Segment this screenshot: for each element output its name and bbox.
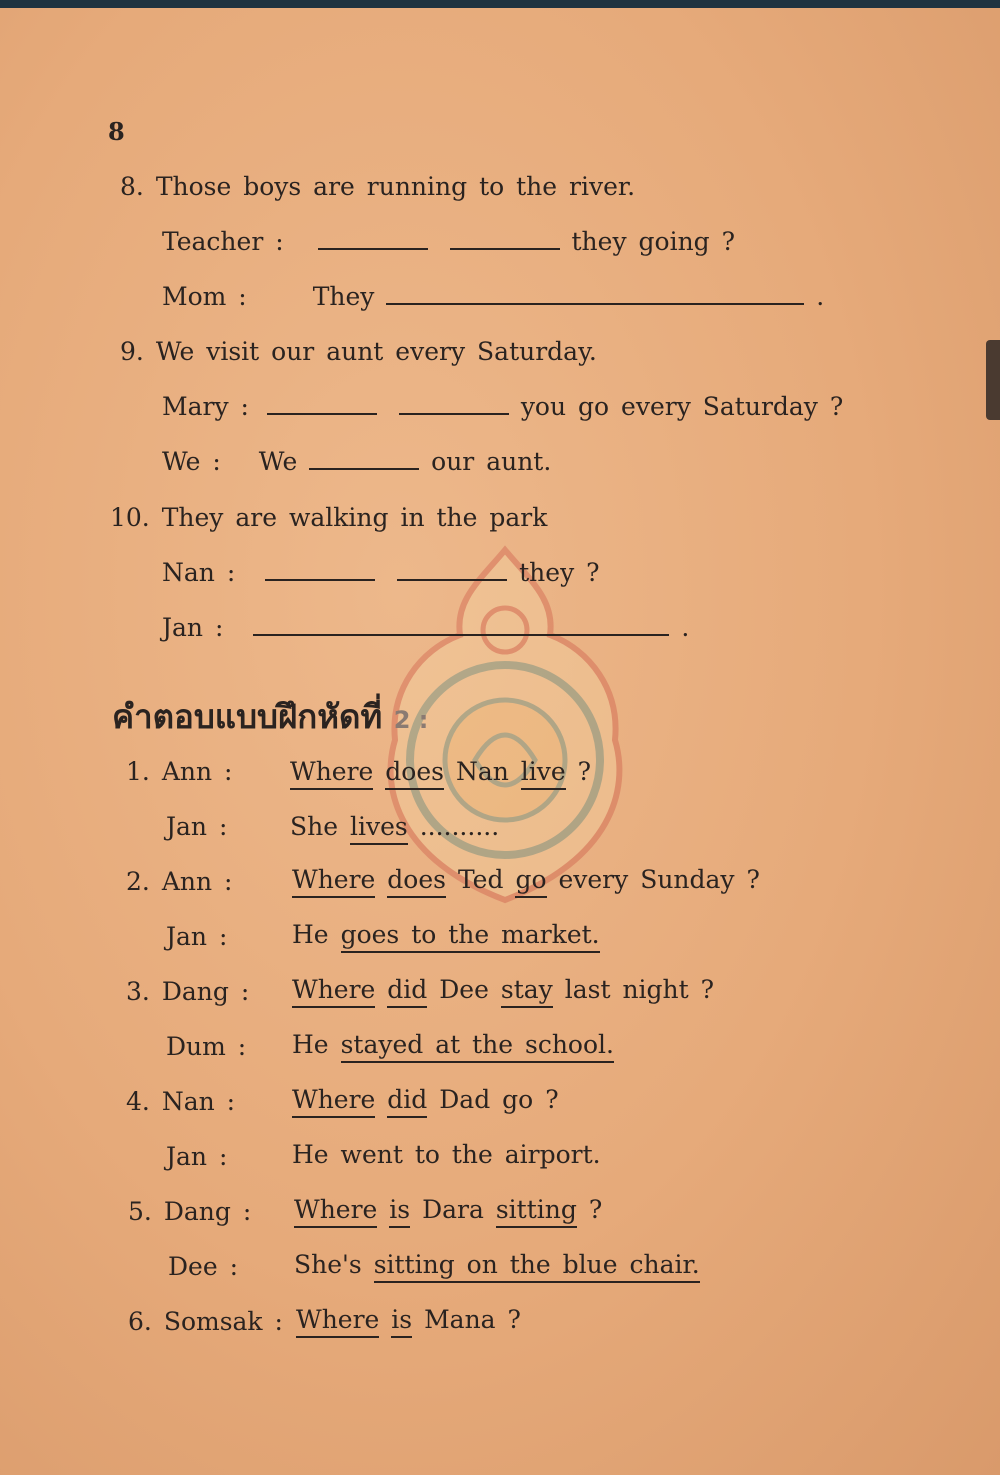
exercise-10-sentence (110, 503, 547, 532)
answer-2-reply-speaker: Jan : (166, 922, 228, 951)
exercise-10-q-speaker: Nan : (162, 558, 236, 587)
main-verb: live (521, 757, 566, 790)
exercise-10-answer (162, 613, 689, 642)
answer-5-question-line (128, 1197, 251, 1226)
helping-verb: is (391, 1305, 412, 1338)
question-end: ? (588, 1195, 603, 1224)
main-verb: go (515, 865, 546, 898)
answer-5-question (294, 1195, 602, 1224)
helping-verb: did (387, 1085, 427, 1118)
question-word: Where (290, 757, 373, 790)
exercise-8-a-start: They (312, 282, 375, 311)
answers-heading-text: คำตอบแบบฝึกหัดที่ (112, 697, 383, 736)
answer-5-speaker: Dang : (163, 1197, 252, 1226)
subject: Ted (457, 865, 504, 894)
exercise-8-question (162, 227, 735, 256)
answer-1-question (290, 757, 591, 786)
answer-3-number: 3. (126, 977, 150, 1006)
helping-verb: did (387, 975, 427, 1008)
question-end: ? (507, 1305, 521, 1334)
reply-dots: .......... (419, 812, 500, 841)
answer-2-speaker: Ann : (161, 867, 233, 896)
exercise-9-a-end: our aunt. (431, 447, 552, 476)
helping-verb: is (389, 1195, 410, 1228)
exercise-9-question (162, 392, 843, 421)
answer-blank[interactable] (265, 565, 375, 581)
answer-blank[interactable] (267, 399, 377, 415)
page-number: 8 (108, 117, 125, 146)
reply-subject: He (292, 1030, 329, 1059)
subject: Dee (439, 975, 489, 1004)
reply-subject: He (292, 920, 329, 949)
answer-2-question (292, 865, 760, 894)
exercise-10-number: 10. (110, 503, 150, 532)
answer-blank[interactable] (386, 289, 804, 305)
answer-3-question (292, 975, 714, 1004)
main-verb: sitting (496, 1195, 577, 1228)
helping-verb: does (387, 865, 446, 898)
answer-4-reply (292, 1140, 601, 1169)
answer-blank[interactable] (397, 565, 507, 581)
question-word: Where (296, 1305, 379, 1338)
exercise-10-a-end: . (681, 613, 690, 642)
answers-heading (112, 690, 428, 743)
exercise-9-sentence (120, 337, 597, 366)
exercise-8-q-end: they going ? (571, 227, 736, 256)
answer-2-number: 2. (126, 867, 150, 896)
exercise-8-text: Those boys are running to the river. (155, 172, 636, 201)
subject: Dad (439, 1085, 491, 1114)
exercise-9-a-speaker: We : (162, 447, 221, 476)
exercise-8-sentence (120, 172, 635, 201)
answer-3-speaker: Dang : (161, 977, 250, 1006)
answer-6-question (296, 1305, 521, 1334)
exercise-9-answer (162, 447, 551, 476)
answer-6-number: 6. (128, 1307, 152, 1336)
answer-blank[interactable] (450, 234, 560, 250)
answer-4-reply-speaker: Jan : (166, 1142, 228, 1171)
reply-subject: She (290, 812, 339, 841)
answer-2-question-line (126, 867, 232, 896)
answer-5-number: 5. (128, 1197, 152, 1226)
exercise-8-a-end: . (816, 282, 825, 311)
main-verb: stay (501, 975, 553, 1008)
question-word: Where (292, 865, 375, 898)
answer-blank[interactable] (253, 620, 669, 636)
answer-1-reply-speaker: Jan : (166, 812, 228, 841)
reply-verb: stayed at the school. (341, 1030, 614, 1063)
answer-6-question-line (128, 1307, 283, 1336)
exercise-10-q-end: they ? (519, 558, 600, 587)
answers-heading-number: 2 : (393, 706, 429, 734)
answer-blank[interactable] (399, 399, 509, 415)
answer-2-reply (292, 920, 600, 949)
reply-verb: lives (350, 812, 408, 845)
answer-3-reply-speaker: Dum : (166, 1032, 247, 1061)
question-end: ? (545, 1085, 559, 1114)
answer-4-speaker: Nan : (161, 1087, 236, 1116)
exercise-8-q-speaker: Teacher : (162, 227, 284, 256)
reply-verb: goes to the market. (341, 920, 600, 953)
question-end: ? (577, 757, 592, 786)
main-verb: go (502, 1085, 534, 1114)
exercise-10-question (162, 558, 600, 587)
exercise-9-q-speaker: Mary : (162, 392, 249, 421)
answer-1-question-line (126, 757, 232, 786)
answer-1-number: 1. (126, 757, 150, 786)
exercise-9-text: We visit our aunt every Saturday. (155, 337, 597, 366)
subject: Dara (422, 1195, 484, 1224)
exercise-9-q-end: you go every Saturday ? (520, 392, 844, 421)
question-end: last night ? (564, 975, 715, 1004)
answer-5-reply-speaker: Dee : (168, 1252, 239, 1281)
answer-6-speaker: Somsak : (163, 1307, 283, 1336)
binding-tab (986, 340, 1000, 420)
subject: Mana (424, 1305, 496, 1334)
reply-sentence: He went to the airport. (292, 1140, 601, 1169)
answer-blank[interactable] (309, 454, 419, 470)
helping-verb: does (385, 757, 444, 790)
answer-1-reply (290, 812, 499, 841)
reply-subject: She's (294, 1250, 362, 1279)
exercise-8-answer (162, 282, 824, 311)
exercise-9-a-start: We (258, 447, 298, 476)
reply-verb: sitting on the blue chair. (374, 1250, 700, 1283)
question-word: Where (292, 975, 375, 1008)
exercise-10-a-speaker: Jan : (162, 613, 224, 642)
answer-1-speaker: Ann : (161, 757, 233, 786)
exercise-8-number: 8. (120, 172, 144, 201)
question-word: Where (292, 1085, 375, 1118)
top-edge-band (0, 0, 1000, 8)
answer-5-reply (294, 1250, 700, 1279)
exercise-9-number: 9. (120, 337, 144, 366)
exercise-10-text: They are walking in the park (161, 503, 548, 532)
answer-3-question-line (126, 977, 249, 1006)
exercise-8-a-speaker: Mom : (162, 282, 247, 311)
answer-4-number: 4. (126, 1087, 150, 1116)
answer-3-reply (292, 1030, 614, 1059)
answer-4-question (292, 1085, 559, 1114)
subject: Nan (455, 757, 509, 786)
answer-4-question-line (126, 1087, 235, 1116)
question-word: Where (294, 1195, 377, 1228)
answer-blank[interactable] (318, 234, 428, 250)
question-end: every Sunday ? (558, 865, 760, 894)
